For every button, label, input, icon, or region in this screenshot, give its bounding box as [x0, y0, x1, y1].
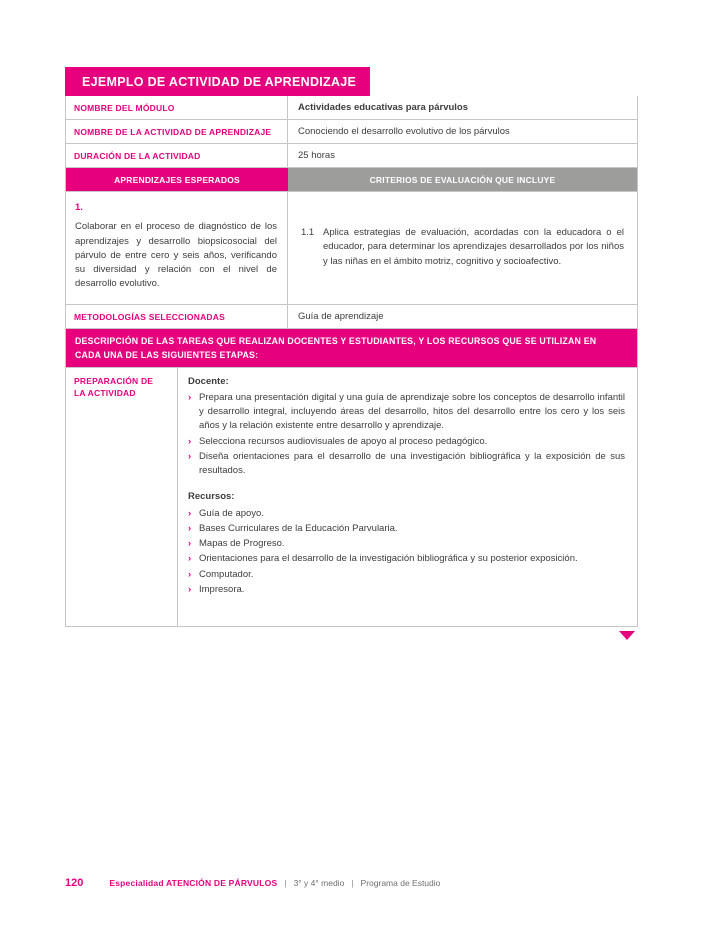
row-label-duracion: DURACIÓN DE LA ACTIVIDAD — [66, 144, 288, 167]
row-value-nombre-actividad: Conociendo el desarrollo evolutivo de los párvulos — [298, 126, 510, 137]
footer-program: Programa de Estudio — [360, 878, 441, 888]
criterios-evaluacion-header: CRITERIOS DE EVALUACIÓN QUE INCLUYE — [288, 168, 637, 191]
criterio-evaluacion-cell — [288, 192, 637, 304]
preparacion-label: PREPARACIÓN DE LA ACTIVIDAD — [66, 368, 178, 626]
section-title-banner: EJEMPLO DE ACTIVIDAD DE APRENDIZAJE — [65, 67, 370, 96]
row-label-nombre-modulo: NOMBRE DEL MÓDULO — [66, 96, 288, 119]
footer-specialty: Especialidad ATENCIÓN DE PÁRVULOS — [109, 878, 278, 888]
descripcion-tareas-banner: DESCRIPCIÓN DE LAS TAREAS QUE REALIZAN DOCENTES Y ESTUDIANTES, Y LOS RECURSOS QUE SE UTILIZAN EN CADA UNA DE LAS SIGUIENTES ETAPAS: — [66, 329, 637, 368]
bullet-icon: › — [188, 522, 192, 534]
docente-heading: Docente: — [188, 375, 229, 387]
list-item — [188, 537, 625, 551]
bullet-icon: › — [188, 583, 192, 595]
bullet-icon: › — [188, 538, 192, 550]
row-label-metodologias: METODOLOGÍAS SELECCIONADAS — [66, 305, 288, 328]
row-value-nombre-modulo: Actividades educativas para párvulos — [298, 102, 469, 113]
bullet-icon: › — [188, 435, 192, 447]
page-number: 120 — [65, 877, 84, 889]
table-row-nombre-modulo — [66, 96, 637, 120]
footer-grade: 3° y 4° medio — [293, 878, 345, 888]
bullet-icon: › — [188, 507, 192, 519]
columns-header-row — [66, 168, 637, 192]
list-item — [188, 391, 625, 434]
docente-item-text: Diseña orientaciones para el desarrollo de una investigación bibliográfica y la exposición de sus resultados. — [199, 450, 625, 477]
table-row-nombre-actividad — [66, 120, 637, 144]
bullet-icon: › — [188, 553, 192, 565]
list-item — [188, 583, 625, 597]
recurso-item-text: Impresora. — [199, 583, 245, 595]
preparacion-content — [178, 368, 637, 626]
continuation-arrow-icon — [619, 631, 635, 640]
preparacion-actividad-row — [66, 368, 637, 626]
activity-example-section — [65, 67, 638, 640]
docente-item-text: Prepara una presentación digital y una guía de aprendizaje sobre los conceptos de desarrollo infantil y desarrollo integral, incluyendo áreas del desarrollo, hitos del desarrollo entre los cero y los seis años y la relación existente entre desarrollo y aprendizaje. — [199, 391, 625, 432]
aprendizaje-esperado-cell — [66, 192, 288, 304]
table-row-metodologias — [66, 305, 637, 329]
recurso-item-text: Mapas de Progreso. — [199, 538, 285, 550]
recurso-item-text: Orientaciones para el desarrollo de la investigación bibliográfica y su posterior exposición. — [199, 553, 578, 565]
row-value-metodologias: Guía de aprendizaje — [298, 310, 384, 322]
recurso-item-text: Guía de apoyo. — [199, 507, 264, 519]
bullet-icon: › — [188, 450, 192, 462]
footer-separator: | — [351, 878, 354, 888]
bullet-icon: › — [188, 568, 192, 580]
criterio-text: Aplica estrategias de evaluación, acordadas con la educadora o el educador, para determinar los aprendizajes desarrollados por los niños y las niñas en el ámbito motriz, cognitivo y socioafectivo. — [323, 226, 624, 268]
recurso-item-text: Computador. — [199, 568, 254, 580]
row-value-duracion: 25 horas — [298, 150, 335, 161]
list-item — [188, 450, 625, 479]
recurso-item-text: Bases Curriculares de la Educación Parvularia. — [199, 522, 398, 534]
list-item — [188, 435, 625, 449]
list-item — [188, 522, 625, 536]
aprendizaje-text: Colaborar en el proceso de diagnóstico de los aprendizajes y desarrollo biopsicosocial del párvulo de entre cero y seis años, verificando su diversidad y relación con el nivel de desarrollo evolutivo. — [75, 221, 277, 290]
criterio-paragraph — [301, 226, 624, 270]
aprendizaje-number: 1. — [75, 202, 83, 213]
recursos-heading: Recursos: — [188, 491, 235, 503]
aprendizaje-criterio-row — [66, 192, 637, 305]
list-item — [188, 507, 625, 521]
bullet-icon: › — [188, 391, 192, 403]
criterio-number: 1.1 — [301, 226, 315, 238]
list-item — [188, 568, 625, 582]
row-label-nombre-actividad: NOMBRE DE LA ACTIVIDAD DE APRENDIZAJE — [66, 120, 288, 143]
list-item — [188, 552, 625, 566]
table-row-duracion — [66, 144, 637, 168]
aprendizajes-esperados-header: APRENDIZAJES ESPERADOS — [66, 168, 288, 191]
activity-table — [65, 96, 638, 627]
docente-item-text: Selecciona recursos audiovisuales de apoyo al proceso pedagógico. — [199, 435, 488, 447]
page-footer — [65, 877, 440, 889]
footer-separator: | — [284, 878, 287, 888]
